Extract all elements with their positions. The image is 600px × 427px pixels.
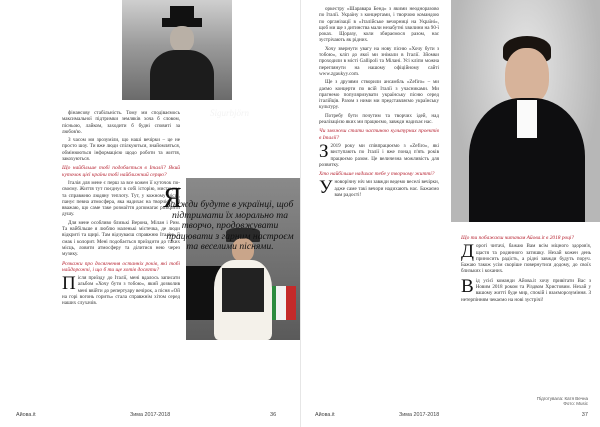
side-dropcap-para-2	[461, 275, 591, 303]
right-question-a: Чи зможеш стати частиною культурних проектів в Італії?	[319, 128, 439, 141]
credits-line-1: Підготувала: Катя Вечна	[536, 395, 588, 401]
col1-body-p1: Італія для мене є перш за все кожен її куточок по-своєму. Життя тут поєднує в собі історію, мистецтво та справжню людяну теплоту. Тут, у кожному місці, панує певна атмосфера, яка надихає на творчість. Я вважаю, що саме таке розмаїття допомагає розкрити душу.	[62, 179, 180, 218]
col1-dropcap-paragraph	[62, 275, 180, 306]
pull-quote-letter: Я	[163, 183, 182, 214]
page-number-right: 37	[581, 412, 588, 418]
right-dropcap-para-2	[319, 179, 439, 198]
side-dropcap-2: В	[461, 275, 474, 297]
side-text-2: ід усієї команди Айова.it хочу привітати Вас з Новим 2018 роком та Різдвом Христовим. Нехай у вашому житті буде мир, спокій і взаєморозуміння. З нетерпінням чекаємо на нові зустрічі!	[461, 277, 591, 303]
col1-body-p2: Для мене особливо близькі Веронa, Мілан і Рим. Та найбільше я люблю маленькі містечка, де люди відкриті та щирі. Там відчуваєш справжню Італію, її смак і колорит. Мені подобається приїздити до таких місць, ловити атмосферу та ділитися нею через музику.	[62, 219, 180, 258]
col1-intro-p1: фінансову стабільність. Тому ми сподіваємось максимальної підтримки земляків хоча б словом, пісньою, лайком, заходити б будні сповиті за любов'ю.	[62, 110, 180, 135]
side-article	[461, 232, 591, 303]
footer-issue-right: Зима 2017-2018	[399, 412, 440, 418]
right-col-a-p4: Потребу бути почутим та творчих ідей, над реалізацією яких ми працюємо, завжди надихає нас.	[319, 112, 439, 126]
right-question-b: Хто найбільше надихає тебе у творчому житті?	[319, 171, 435, 178]
footer-issue: Зима 2017-2018	[130, 412, 171, 418]
photo-portrait	[451, 0, 600, 222]
face-shape-3	[505, 48, 549, 104]
pull-quote	[163, 183, 295, 253]
question-2: Розкажи про досягнення останніх років, які тобі найдорожчі, і що б ти ще хотів досягти?	[62, 260, 180, 273]
right-col-a-b: 2019 року ми співпрацюємо з «Zefiro», які виступають по Італії і вже понад п'ять років працюємо разом. Це величезна можливість для розвитку.	[319, 142, 439, 168]
face-shape	[170, 26, 194, 52]
dropcap-letter: П	[62, 273, 76, 295]
vest-shape	[222, 268, 264, 312]
credits	[488, 396, 588, 407]
pull-quote-text: завжди будуте в українці, щоб підтримати їх морально та творчо, продовжувати працювати з гарним настроєм та веселими піснями.	[166, 199, 294, 253]
right-col-a	[319, 6, 439, 198]
flag-red	[286, 286, 296, 320]
body-shape	[150, 50, 214, 100]
footer-magazine: Айова.it	[16, 412, 36, 418]
credits-line-2: Фото: Music	[563, 401, 588, 407]
side-dropcap-1: Д	[461, 241, 474, 263]
right-dropcap-2: У	[319, 177, 333, 199]
photo-singer-bw	[122, 0, 232, 100]
side-dropcap-para-1	[461, 243, 591, 274]
right-page	[300, 0, 600, 427]
right-col-a-p2: Хочу звернути увагу на нову пісню «Хочу бути з тобою», кліп до якої ми знімали в Італії. Зйомки проходили в місті Gallipoli та Мілані. Усі кліпи можна переглянути на нашому офіційному сайті www.zgaukyy.com.	[319, 45, 439, 77]
col1-intro-p2: З часом ми зрозуміли, що наші вечірки – це не просто шоу. Ти вже люди спілкуються, знайомляться, обмінюються інформацією щодо роботи та життя, закохуються.	[62, 137, 180, 163]
page-number-left: 36	[270, 412, 277, 418]
col1-end-text: ісля приїзду до Італії, мені вдалось записати альбом «Хочу бути з тобою», який дозволив мені ввійти до репертуару вечірок, а пісня «Ой на горі вогонь горить» стала справжнім хітом серед наших слухачів.	[62, 275, 180, 307]
right-col-a-p3: Ще з друзями створили ансамбль «Zefiro» – ми даємо концерти по всій Італії з учасниками. Ми прагнемо популяризувати українську пісню серед італійців. Разом з ними ми представляємо українську культуру.	[319, 79, 439, 111]
right-col-a-c: новорічну ніч ми завжди ведемо веселі вечірки, адже саме такі вечори надихають нас. Бажаємо вам радості!	[334, 179, 439, 199]
question-1: Що найбільше тобі подобається в Італії? Який куточок цієї країни тобі найближчий серцю?	[62, 165, 180, 178]
shirt-collar	[517, 100, 537, 138]
footer-magazine-right: Айова.it	[315, 412, 335, 418]
hat-crown	[170, 6, 194, 20]
side-question: Що ти побажаєш читачам Айова.it в 2018 році?	[461, 235, 575, 241]
side-text-1: орогі читачі, бажаю Вам всім міцного здоров'я, щастя та родинного затишку. Нехай кожен день приносить радість, а рідні завжди будуть поруч. Бажаю також усім скоріше повернутися додому, до своїх близьких і коханих.	[461, 243, 591, 275]
flag-white	[276, 286, 286, 320]
right-col-a-p1: оркестру «Шаравара Бенд» з якими неодноразово по Італії. Україну з концертами, і творчою командою по організації в «Італійське вечорниці на Україні», щоб ми ще з дитинства мали незабутні хвилини на 90-ї роках. Щоразу, коли збираємося разом, нас зустрічають як рідних.	[319, 6, 439, 44]
photo-signature: Sigurbjörn	[210, 108, 250, 118]
right-dropcap-para-1	[319, 140, 439, 168]
right-dropcap-1: З	[319, 140, 329, 162]
